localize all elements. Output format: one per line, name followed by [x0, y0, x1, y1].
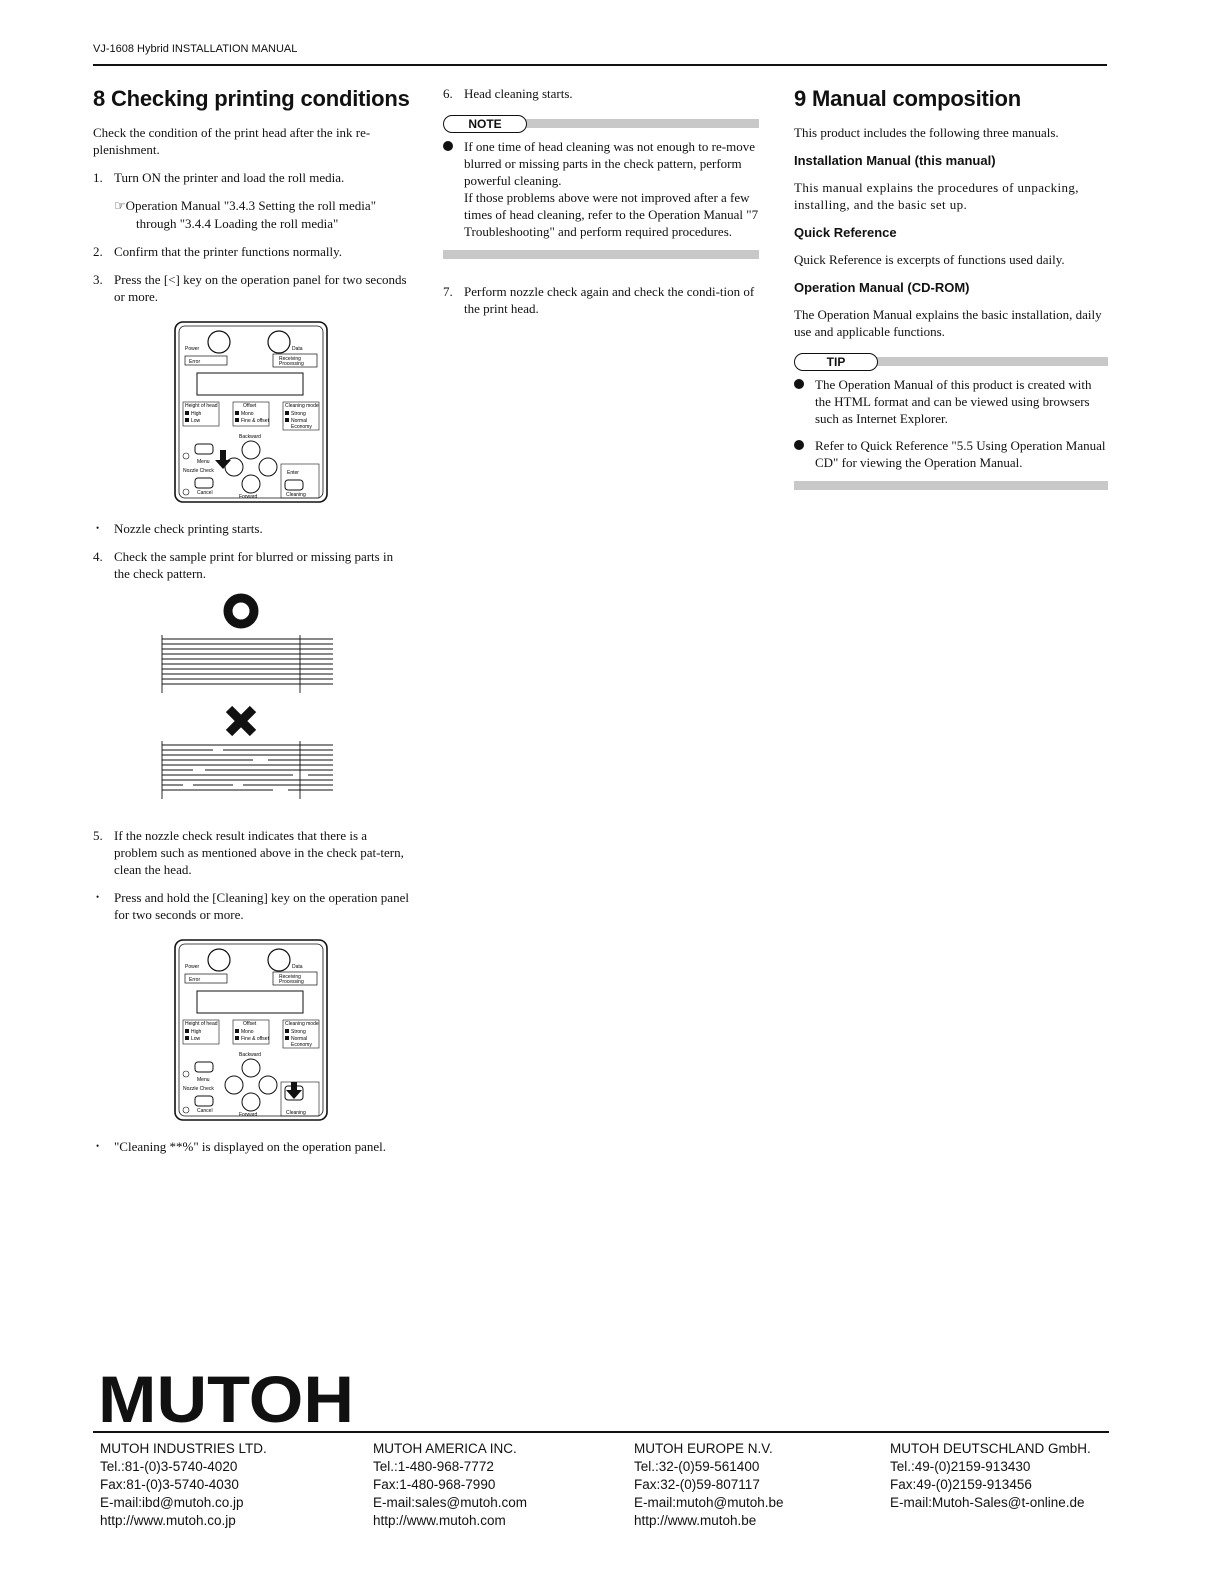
pointing-hand-icon: ☞ — [114, 199, 126, 214]
cleaning-label: Cleaning — [286, 492, 306, 498]
power-label: Power — [185, 346, 200, 352]
bullet-cleaning-display — [93, 1138, 411, 1155]
bullet-text: "Cleaning **%" is displayed on the operation panel. — [114, 1139, 386, 1154]
bullet-dot: • — [96, 1141, 100, 1151]
step-4 — [93, 548, 411, 582]
menu-label: Menu — [197, 1077, 210, 1083]
bullet-dot-icon — [794, 376, 815, 427]
cross-reference — [114, 197, 411, 232]
forward-label: Forward — [239, 494, 258, 500]
company-email: E-mail:Mutoh-Sales@t-online.de — [890, 1495, 1085, 1510]
step-number: 7. — [443, 284, 453, 299]
normal-label: Normal — [291, 418, 308, 424]
step-number: 3. — [93, 272, 103, 287]
company-tel: Tel.:32-(0)59-561400 — [634, 1459, 760, 1474]
company-email: E-mail:ibd@mutoh.co.jp — [100, 1495, 244, 1510]
quick-reference-title: Quick Reference — [794, 225, 897, 240]
menu-label: Menu — [197, 459, 210, 465]
bullet-dot: • — [96, 523, 100, 533]
economy-label: Economy — [291, 424, 312, 430]
bullet-text: Press and hold the [Cleaning] key on the operation panel for two seconds or more. — [114, 890, 409, 922]
nozzle-check-label: Nozzle Check — [183, 1086, 214, 1092]
company-block-germany — [890, 1440, 1091, 1512]
step-text: Head cleaning starts. — [464, 86, 573, 101]
strong-label: Strong — [291, 411, 306, 417]
good-pattern-lines — [162, 635, 333, 693]
step-1 — [93, 169, 411, 186]
economy-label: Economy — [291, 1042, 312, 1048]
fine-offset-label: Fine & offset — [241, 418, 269, 424]
company-block-america — [373, 1440, 527, 1530]
tip-item — [794, 437, 1108, 471]
cancel-label: Cancel — [197, 1108, 213, 1114]
step-text: Check the sample print for blurred or missing parts in the check pattern. — [114, 549, 394, 581]
company-website: http://www.mutoh.be — [634, 1513, 757, 1528]
reference-line-1: Operation Manual "3.4.3 Setting the roll media" — [125, 198, 376, 213]
section-8-heading: 8 Checking printing conditions — [93, 86, 410, 111]
tip-header — [794, 352, 1108, 372]
reference-line-2: through "3.4.4 Loading the roll media" — [136, 216, 339, 231]
logo-text: MUTOH — [98, 1372, 354, 1424]
backward-label: Backward — [239, 434, 261, 440]
backward-label: Backward — [239, 1052, 261, 1058]
company-email: E-mail:sales@mutoh.com — [373, 1495, 527, 1510]
receiving-label: Receiving — [279, 356, 301, 362]
tip-label: TIP — [794, 353, 878, 371]
company-fax: Fax:1-480-968-7990 — [373, 1477, 496, 1492]
bad-pattern-cross-icon — [229, 709, 253, 733]
note-footer-bar — [443, 250, 759, 259]
enter-label: Enter — [287, 470, 299, 476]
step-number: 4. — [93, 549, 103, 564]
lcd-display — [197, 991, 303, 1013]
tip-text-1: The Operation Manual of this product is created with the HTML format and can be viewed using browsers such as Internet Explorer. — [815, 377, 1092, 426]
operation-panel-figure-nozzle — [93, 316, 411, 506]
offset-label: Offset — [243, 1021, 257, 1027]
step-3 — [93, 271, 411, 305]
data-label: Data — [292, 346, 303, 352]
step-number: 6. — [443, 86, 453, 101]
offset-label: Offset — [243, 403, 257, 409]
step-2 — [93, 243, 411, 260]
company-block-europe — [634, 1440, 784, 1530]
installation-manual-text: This manual explains the procedures of unpacking, installing, and the basic set up. — [794, 180, 1079, 212]
tip-text-2: Refer to Quick Reference "5.5 Using Operation Manual CD" for viewing the Operation Manual. — [815, 438, 1106, 470]
company-tel: Tel.:1-480-968-7772 — [373, 1459, 494, 1474]
power-button — [208, 949, 230, 971]
bullet-text: Nozzle check printing starts. — [114, 521, 263, 536]
low-label: Low — [191, 418, 201, 424]
processing-label: Processing — [279, 979, 304, 985]
section-9-intro: This product includes the following three manuals. — [794, 125, 1059, 140]
power-label: Power — [185, 964, 200, 970]
company-website: http://www.mutoh.co.jp — [100, 1513, 236, 1528]
forward-label: Forward — [239, 1112, 258, 1118]
check-pattern-figure — [93, 593, 411, 807]
company-email: E-mail:mutoh@mutoh.be — [634, 1495, 784, 1510]
bad-pattern-lines — [162, 741, 333, 799]
data-button — [268, 949, 290, 971]
note-item — [443, 138, 759, 240]
section-9-column — [794, 80, 1108, 514]
data-label: Data — [292, 964, 303, 970]
nozzle-check-label: Nozzle Check — [183, 468, 214, 474]
lcd-display — [197, 373, 303, 395]
bullet-dot-icon — [794, 437, 815, 471]
step-text: Turn ON the printer and load the roll media. — [114, 170, 345, 185]
note-paragraph-1: If one time of head cleaning was not enough to re-move blurred or missing parts in the check pattern, perform powerful cleaning. — [464, 139, 755, 188]
data-button — [268, 331, 290, 353]
step-text: If the nozzle check result indicates that there is a problem such as mentioned above in the check pat-tern, clean the head. — [114, 828, 404, 877]
cleaning-label: Cleaning — [286, 1110, 306, 1116]
quick-reference-text: Quick Reference is excerpts of functions used daily. — [794, 252, 1065, 267]
footer-rule — [93, 1431, 1109, 1433]
note-bar — [525, 119, 759, 128]
good-pattern-circle-icon — [228, 598, 254, 624]
company-block-japan — [100, 1440, 267, 1530]
section-8-column — [93, 80, 411, 1166]
low-label: Low — [191, 1036, 201, 1042]
step-text: Perform nozzle check again and check the condi-tion of the print head. — [464, 284, 755, 316]
operation-manual-title: Operation Manual (CD-ROM) — [794, 280, 970, 295]
section-9-heading: 9 Manual composition — [794, 86, 1022, 111]
company-fax: Fax:81-(0)3-5740-4030 — [100, 1477, 239, 1492]
step-5 — [93, 827, 411, 878]
step-7 — [443, 283, 759, 317]
bullet-dot-icon — [443, 138, 464, 240]
fine-offset-label: Fine & offset — [241, 1036, 269, 1042]
operation-manual-text: The Operation Manual explains the basic installation, daily use and applicable functions. — [794, 307, 1102, 339]
strong-label: Strong — [291, 1029, 306, 1035]
company-name: MUTOH DEUTSCHLAND GmbH. — [890, 1441, 1091, 1456]
mutoh-logo — [98, 1372, 354, 1424]
operation-panel-figure-cleaning — [93, 934, 411, 1124]
step-number: 5. — [93, 828, 103, 843]
tip-footer-bar — [794, 481, 1108, 490]
receiving-label: Receiving — [279, 974, 301, 980]
high-label: High — [191, 1029, 202, 1035]
cleaning-mode-label: Cleaning mode — [285, 1021, 319, 1027]
step-6 — [443, 85, 759, 102]
error-label: Error — [189, 977, 201, 983]
installation-manual-title: Installation Manual (this manual) — [794, 153, 996, 168]
power-button — [208, 331, 230, 353]
steps-continued-column — [443, 85, 759, 328]
step-text: Press the [<] key on the operation panel for two seconds or more. — [114, 272, 407, 304]
cancel-label: Cancel — [197, 490, 213, 496]
tip-bar — [876, 357, 1108, 366]
bullet-dot: • — [96, 892, 100, 902]
bullet-press-cleaning — [93, 889, 411, 923]
mono-label: Mono — [241, 1029, 254, 1035]
height-of-head-label: Height of head — [185, 1021, 218, 1027]
section-8-intro: Check the condition of the print head after the ink re-plenishment. — [93, 125, 371, 157]
normal-label: Normal — [291, 1036, 308, 1042]
page-header — [93, 43, 1107, 66]
company-website: http://www.mutoh.com — [373, 1513, 506, 1528]
high-label: High — [191, 411, 202, 417]
mono-label: Mono — [241, 411, 254, 417]
company-tel: Tel.:49-(0)2159-913430 — [890, 1459, 1031, 1474]
note-header — [443, 114, 759, 134]
step-text: Confirm that the printer functions normally. — [114, 244, 343, 259]
company-name: MUTOH INDUSTRIES LTD. — [100, 1441, 267, 1456]
note-label: NOTE — [443, 115, 527, 133]
height-of-head-label: Height of head — [185, 403, 218, 409]
company-tel: Tel.:81-(0)3-5740-4020 — [100, 1459, 238, 1474]
note-paragraph-2: If those problems above were not improved after a few times of head cleaning, refer to the Operation Manual "7 Troubleshooting" and perform required procedures. — [464, 190, 759, 239]
error-label: Error — [189, 359, 201, 365]
company-fax: Fax:49-(0)2159-913456 — [890, 1477, 1032, 1492]
bullet-nozzle-start — [93, 520, 411, 537]
step-number: 2. — [93, 244, 103, 259]
step-number: 1. — [93, 170, 103, 185]
header-title: VJ-1608 Hybrid INSTALLATION MANUAL — [93, 43, 298, 55]
cleaning-mode-label: Cleaning mode — [285, 403, 319, 409]
processing-label: Processing — [279, 361, 304, 367]
company-fax: Fax:32-(0)59-807117 — [634, 1477, 760, 1492]
company-name: MUTOH AMERICA INC. — [373, 1441, 517, 1456]
tip-item — [794, 376, 1108, 427]
company-name: MUTOH EUROPE N.V. — [634, 1441, 773, 1456]
